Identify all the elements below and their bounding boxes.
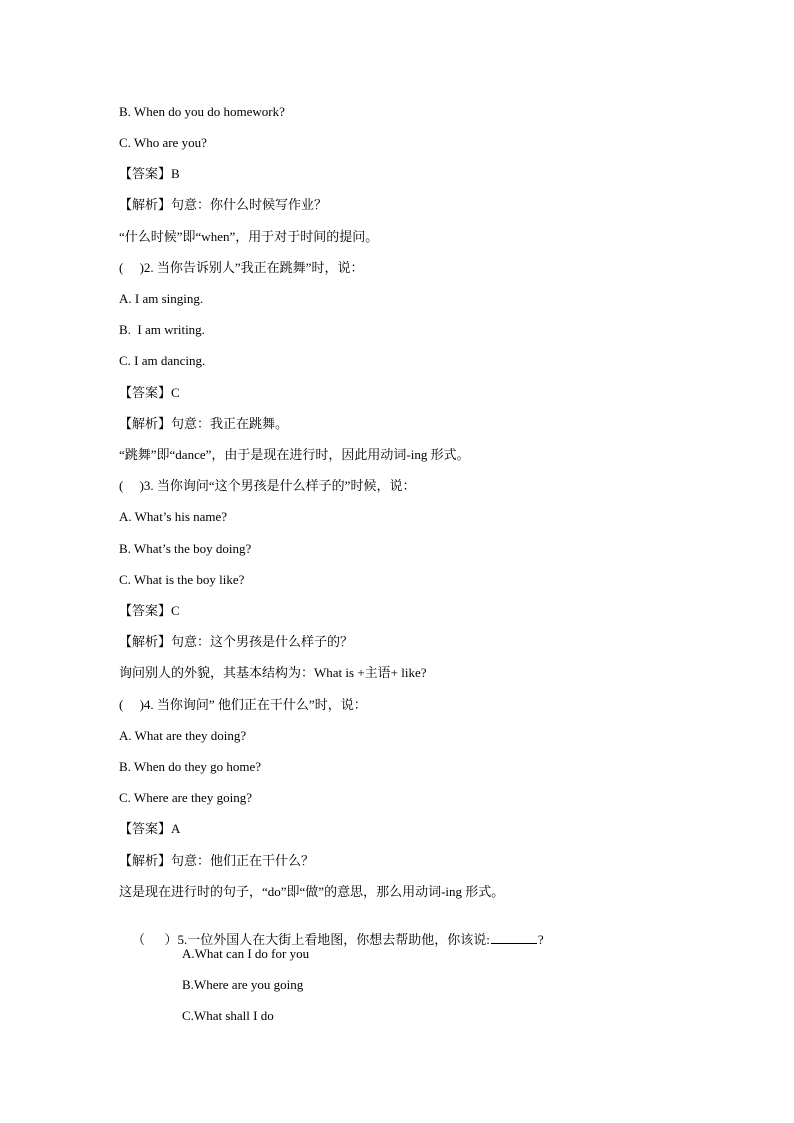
question-mark: ? [537, 932, 544, 947]
option-c: C. Where are they going? [119, 790, 252, 805]
answer: 【答案】C [119, 603, 180, 618]
option-a: A. What are they doing? [119, 728, 247, 743]
option-a: A. I am singing. [119, 291, 204, 306]
question-5-stem: （ ）5.一位外国人在大街上看地图，你想去帮助他，你该说: [132, 932, 490, 947]
q5-option-a: A.What can I do for you [182, 946, 310, 961]
explanation: “跳舞”即“dance”，由于是现在进行时，因此用动词-ing 形式。 [119, 447, 470, 462]
option-c: C. What is the boy like? [119, 572, 245, 587]
option-c: C. I am dancing. [119, 353, 206, 368]
analysis: 【解析】句意：这个男孩是什么样子的？ [119, 634, 354, 649]
explanation: “什么时候”即“when”，用于对于时间的提问。 [119, 229, 379, 244]
analysis: 【解析】句意：你什么时候写作业？ [119, 197, 328, 212]
question-4: ( )4. 当你询问” 他们正在干什么”时，说： [119, 697, 367, 712]
explanation: 这是现在进行时的句子，“do”即“做”的意思，那么用动词-ing 形式。 [119, 884, 505, 899]
q5-option-c: C.What shall I do [182, 1008, 274, 1023]
analysis: 【解析】句意：我正在跳舞。 [119, 416, 289, 431]
option-c: C. Who are you? [119, 135, 207, 150]
answer: 【答案】B [119, 166, 180, 181]
option-b: B. When do you do homework? [119, 104, 285, 119]
question-2: ( )2. 当你告诉别人”我正在跳舞”时，说： [119, 260, 364, 275]
answer-blank[interactable] [491, 931, 537, 944]
option-b: B. I am writing. [119, 322, 205, 337]
analysis: 【解析】句意：他们正在干什么？ [119, 853, 315, 868]
answer: 【答案】A [119, 821, 181, 836]
answer: 【答案】C [119, 385, 180, 400]
question-3: ( )3. 当你询问“这个男孩是什么样子的”时候，说： [119, 478, 416, 493]
q5-option-b: B.Where are you going [182, 977, 304, 992]
explanation: 询问别人的外貌，其基本结构为：What is +主语+ like? [119, 665, 427, 680]
option-b: B. What’s the boy doing? [119, 541, 252, 556]
option-a: A. What’s his name? [119, 509, 228, 524]
option-b: B. When do they go home? [119, 759, 262, 774]
